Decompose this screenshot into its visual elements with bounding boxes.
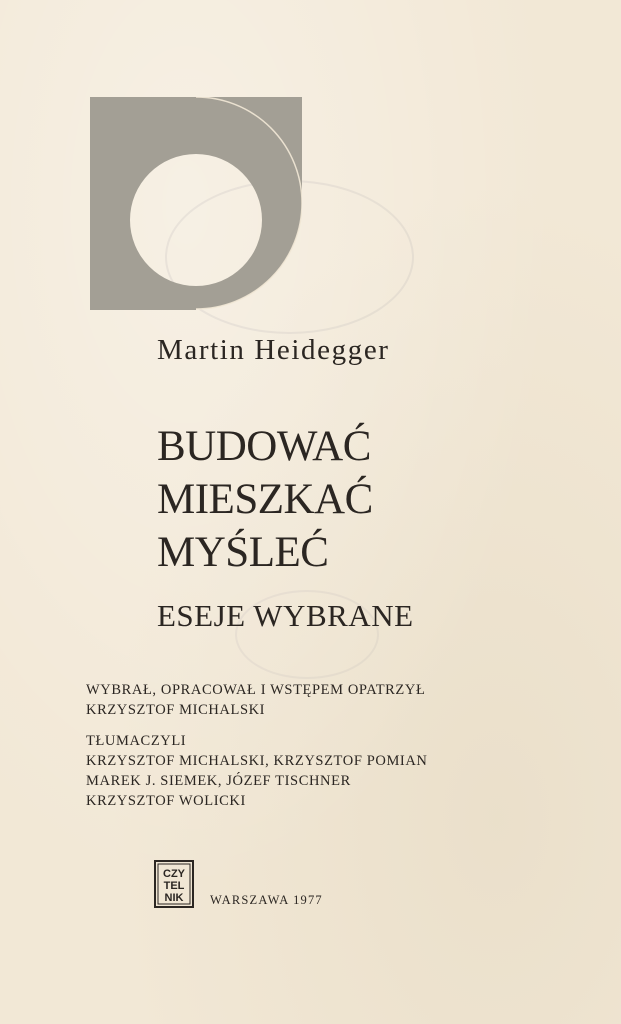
credit-line: KRZYSZTOF MICHALSKI, KRZYSZTOF POMIAN bbox=[86, 753, 428, 769]
credit-line: KRZYSZTOF MICHALSKI bbox=[86, 702, 266, 718]
title-line: BUDOWAĆ bbox=[157, 423, 371, 470]
credit-line: WYBRAŁ, OPRACOWAŁ I WSTĘPEM OPATRZYŁ bbox=[86, 682, 426, 698]
title-line: MIESZKAĆ bbox=[157, 476, 373, 523]
series-logo-icon bbox=[90, 97, 302, 310]
translators-credit bbox=[86, 731, 428, 811]
publisher-logo-text: TEL bbox=[163, 880, 185, 892]
book-title bbox=[157, 420, 373, 579]
publisher-logo-text: NIK bbox=[164, 892, 184, 904]
editor-credit bbox=[86, 680, 425, 720]
publisher-logo-text: CZY bbox=[163, 868, 185, 880]
book-subtitle: ESEJE WYBRANE bbox=[157, 598, 414, 633]
author-name: Martin Heidegger bbox=[157, 334, 390, 366]
title-line: MYŚLEĆ bbox=[157, 529, 329, 576]
publisher-logo-icon bbox=[154, 860, 194, 908]
credit-line: MAREK J. SIEMEK, JÓZEF TISCHNER bbox=[86, 773, 351, 789]
credit-line: TŁUMACZYLI bbox=[86, 733, 187, 749]
city-year: WARSZAWA 1977 bbox=[210, 893, 323, 907]
credit-line: KRZYSZTOF WOLICKI bbox=[86, 793, 246, 809]
